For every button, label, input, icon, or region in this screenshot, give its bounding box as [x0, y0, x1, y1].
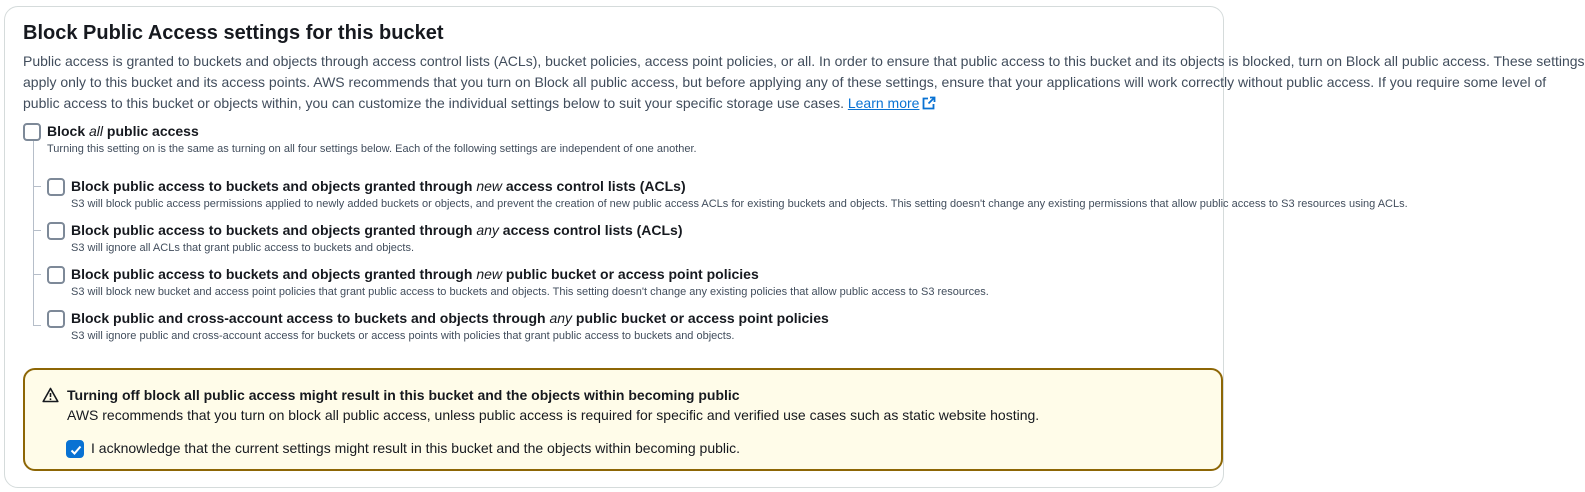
block-any-acls-checkbox[interactable]	[47, 222, 65, 240]
tree-branch-4	[33, 325, 41, 326]
alert-title: Turning off block all public access might result in this bucket and the objects within becoming public	[67, 387, 740, 403]
description-line-3	[23, 93, 1223, 116]
section-description	[23, 51, 1585, 116]
block-new-acls-description: S3 will block public access permissions applied to newly added buckets or objects, and prevent the creation of new public access ACLs for existing buckets and objects. This setting doesn't change any existing permissions that allow public access to S3 resources using ACLs.	[71, 198, 1408, 210]
block-new-acls-checkbox[interactable]	[47, 178, 65, 196]
block-new-acls-label	[71, 178, 686, 194]
block-all-description: Turning this setting on is the same as turning on all four settings below. Each of the following settings are independent of one another.	[47, 143, 697, 155]
block-all-label-prefix: Block	[47, 123, 90, 139]
option-1-label-prefix: Block public access to buckets and objects granted through	[71, 178, 477, 194]
learn-more-link[interactable]: Learn more	[847, 95, 920, 111]
section-title: Block Public Access settings for this bucket	[23, 22, 444, 44]
block-all-label-emph: all	[89, 123, 104, 139]
option-4-label-prefix: Block public and cross-account access to buckets and objects through	[71, 310, 550, 326]
tree-branch-3	[33, 274, 41, 275]
tree-branch-1	[33, 186, 41, 187]
description-line-2: apply only to this bucket and its access points. AWS recommends that you turn on Block all public access, but before applying any of these settings, ensure that your applications will work correctly without public access. If you require some level of	[23, 74, 1547, 90]
option-3-label-prefix: Block public access to buckets and objects granted through	[71, 266, 477, 282]
warning-alert	[23, 368, 1223, 471]
option-3-label-emph: new	[476, 266, 502, 282]
block-cross-account-label	[71, 310, 829, 326]
block-any-acls-description: S3 will ignore all ACLs that grant public access to buckets and objects.	[71, 242, 415, 254]
description-line-3-text: public access to this bucket or objects within, you can customize the individual settings below to suit your specific storage use cases.	[23, 95, 844, 111]
description-line-1: Public access is granted to buckets and objects through access control lists (ACLs), bucket policies, access point policies, or all. In order to ensure that public access to this bucket and its objects is blocked, turn on Block all public access. These settings	[23, 53, 1585, 69]
block-cross-account-description: S3 will ignore public and cross-account access for buckets or access points with policies that grant public access to buckets and objects.	[71, 330, 735, 342]
block-all-label-suffix: public access	[103, 123, 199, 139]
block-new-policies-checkbox[interactable]	[47, 266, 65, 284]
option-2-label-emph: any	[476, 222, 499, 238]
acknowledge-label: I acknowledge that the current settings might result in this bucket and the objects within becoming public.	[91, 440, 741, 456]
option-1-label-suffix: access control lists (ACLs)	[502, 178, 686, 194]
checkmark-icon	[69, 443, 83, 457]
tree-branch-2	[33, 230, 41, 231]
option-2-label-prefix: Block public access to buckets and objects granted through	[71, 222, 477, 238]
block-new-policies-label	[71, 266, 759, 282]
warning-icon	[42, 387, 59, 408]
option-3-label-suffix: public bucket or access point policies	[502, 266, 759, 282]
option-4-label-emph: any	[549, 310, 573, 326]
option-2-label-suffix: access control lists (ACLs)	[498, 222, 683, 238]
acknowledge-checkbox[interactable]	[66, 440, 84, 458]
alert-text: AWS recommends that you turn on block all public access, unless public access is required for specific and verified use cases such as static website hosting.	[67, 407, 1040, 423]
tree-connector	[33, 141, 34, 325]
block-cross-account-checkbox[interactable]	[47, 310, 65, 328]
option-1-label-emph: new	[476, 178, 502, 194]
block-all-label	[47, 123, 199, 139]
option-4-label-suffix: public bucket or access point policies	[572, 310, 829, 326]
block-new-policies-description: S3 will block new bucket and access point policies that grant public access to buckets and objects. This setting doesn't change any existing policies that allow public access to S3 resources.	[71, 286, 989, 298]
block-any-acls-label	[71, 222, 683, 238]
external-link-icon[interactable]	[922, 95, 936, 116]
block-all-checkbox[interactable]	[23, 123, 41, 141]
